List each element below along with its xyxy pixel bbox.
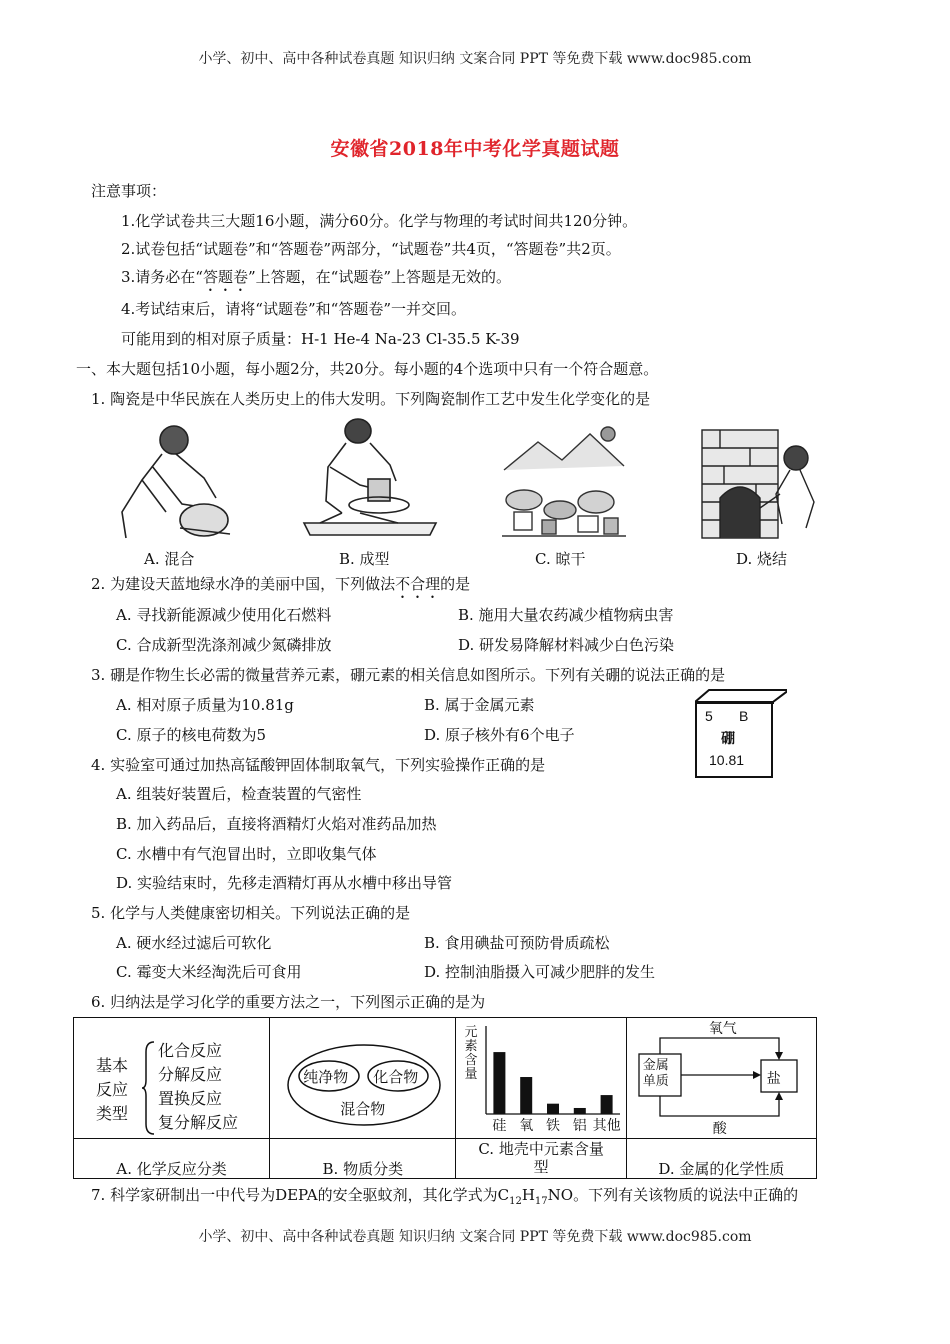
bar-3 — [574, 1108, 586, 1114]
q5-stem: 5. 化学与人类健康密切相关。下列说法正确的是 — [91, 904, 411, 922]
q3-option-b: B. 属于金属元素 — [424, 696, 535, 714]
q2-option-b: B. 施用大量农药减少植物病虫害 — [458, 606, 674, 624]
q1-option-a: A. 混合 — [144, 550, 195, 568]
q6-caption-c: C. 地壳中元素含量 型 — [478, 1140, 604, 1176]
q1-option-b: B. 成型 — [339, 550, 390, 568]
notice-item-3: 3.请务必在“答题卷”上答题，在“试题卷”上答题是无效的。 — [121, 268, 512, 286]
notice-item-1: 1.化学试卷共三大题16小题，满分60分。化学与物理的考试时间共120分钟。 — [121, 212, 638, 230]
q3-option-a: A. 相对原子质量为10.81g — [116, 696, 294, 714]
q6-cell-b — [270, 1018, 456, 1179]
q1-option-c: C. 晾干 — [535, 550, 586, 568]
bar-0 — [494, 1052, 506, 1114]
notice-heading: 注意事项： — [91, 182, 167, 200]
q2-option-d: D. 研发易降解材料减少白色污染 — [458, 636, 675, 654]
q2-option-c: C. 合成新型洗涤剂减少氮磷排放 — [116, 636, 332, 654]
page-title: 安徽省2018年中考化学真题试题 — [330, 138, 620, 160]
q6-caption-divider — [73, 1138, 817, 1139]
header-banner: 小学、初中、高中各种试卷真题 知识归纳 文案合同 PPT 等免费下载 www.doc985.com — [198, 51, 752, 67]
footer-banner: 小学、初中、高中各种试卷真题 知识归纳 文案合同 PPT 等免费下载 www.doc985.com — [198, 1229, 752, 1245]
x-tick-label-0: 硅 — [492, 1118, 507, 1134]
element-number: 5 — [705, 708, 713, 724]
section-1-heading: 一、本大题包括10小题，每小题2分，共20分。每小题的4个选项中只有一个符合题意。 — [76, 360, 659, 378]
chart-ylabel: 元素含量 — [464, 1025, 478, 1082]
q4-option-a: A. 组装好装置后，检查装置的气密性 — [116, 785, 362, 803]
element-symbol: B — [739, 708, 749, 724]
reaction-type-label: 基本 反应 类型 — [96, 1056, 129, 1123]
element-mass: 10.81 — [709, 752, 745, 768]
q5-option-d: D. 控制油脂摄入可减少肥胖的发生 — [424, 963, 656, 981]
mixture-label: 混合物 — [340, 1100, 386, 1118]
q6-stem: 6. 归纳法是学习化学的重要方法之一，下列图示正确的是为 — [91, 993, 486, 1011]
q6-cell-d — [626, 1018, 816, 1179]
q3-option-d: D. 原子核外有6个电子 — [424, 726, 575, 744]
x-tick-label-2: 铁 — [546, 1118, 561, 1134]
q1-stem: 1. 陶瓷是中华民族在人类历史上的伟大发明。下列陶瓷制作工艺中发生化学变化的是 — [91, 390, 651, 408]
pottery-drying-illustration — [498, 420, 630, 542]
q7-stem: 7. 科学家研制出一中代号为DEPA的安全驱蚊剂，其化学式为$C_{12}H_{17}NO$。下列有关该物质的说法中正确的 — [91, 1186, 799, 1207]
potter-mixing-illustration — [112, 420, 242, 542]
q4-option-c: C. 水槽中有气泡冒出时，立即收集气体 — [116, 845, 377, 863]
q5-option-a: A. 硬水经过滤后可软化 — [116, 934, 272, 952]
q2-option-a: A. 寻找新能源减少使用化石燃料 — [116, 606, 332, 624]
x-tick-label-3: 铝 — [573, 1118, 588, 1134]
bar-1 — [521, 1077, 533, 1114]
kiln-firing-illustration — [700, 428, 820, 540]
salt-label: 盐 — [766, 1071, 781, 1087]
q4-stem: 4. 实验室可通过加热高锰酸钾固体制取氧气，下列实验操作正确的是 — [91, 756, 546, 774]
crust-element-bar-chart — [478, 1022, 624, 1134]
q6-caption-b: B. 物质分类 — [322, 1160, 404, 1178]
reaction-type-list: 化合反应 分解反应 置换反应 复分解反应 — [158, 1041, 239, 1132]
brace-icon — [140, 1040, 156, 1136]
metal-element-label: 金属 单质 — [642, 1058, 669, 1089]
x-tick-label-4: 其他 — [593, 1118, 622, 1134]
q3-option-c: C. 原子的核电荷数为5 — [116, 726, 267, 744]
element-name: 硼 — [721, 731, 735, 747]
q6-cell-c — [456, 1018, 626, 1179]
q6-cell-a — [74, 1018, 270, 1179]
q6-caption-a: A. 化学反应分类 — [116, 1160, 227, 1178]
q3-stem: 3. 硼是作物生长必需的微量营养元素，硼元素的相关信息如图所示。下列有关硼的说法正确的是 — [91, 666, 726, 684]
q5-option-c: C. 霉变大米经淘洗后可食用 — [116, 963, 302, 981]
bar-4 — [601, 1095, 613, 1114]
q4-option-d: D. 实验结束时，先移走酒精灯再从水槽中移出导管 — [116, 874, 453, 892]
potter-shaping-illustration — [300, 415, 440, 540]
q6-caption-d: D. 金属的化学性质 — [658, 1160, 785, 1178]
q5-option-b: B. 食用碘盐可预防骨质疏松 — [424, 934, 610, 952]
acid-label: 酸 — [712, 1121, 727, 1137]
notice-item-4: 4.考试结束后，请将“试题卷”和“答题卷”一并交回。 — [121, 300, 466, 318]
pure-substance-label: 纯净物 — [303, 1068, 349, 1086]
q4-option-b: B. 加入药品后，直接将酒精灯火焰对准药品加热 — [116, 815, 437, 833]
q6-figure-table — [73, 1017, 817, 1179]
oxygen-label: 氧气 — [708, 1021, 737, 1037]
x-tick-label-1: 氧 — [519, 1118, 534, 1134]
compound-label: 化合物 — [373, 1068, 419, 1086]
bar-2 — [547, 1104, 559, 1114]
boron-element-card — [695, 688, 793, 780]
q1-option-d: D. 烧结 — [736, 550, 788, 568]
atomic-masses: 可能用到的相对原子质量：H-1 He-4 Na-23 Cl-35.5 K-39 — [121, 330, 520, 348]
notice-item-2: 2.试卷包括“试题卷”和“答题卷”两部分，“试题卷”共4页，“答题卷”共2页。 — [121, 240, 621, 258]
q2-stem: 2. 为建设天蓝地绿水净的美丽中国，下列做法不合理的是 — [91, 575, 471, 593]
